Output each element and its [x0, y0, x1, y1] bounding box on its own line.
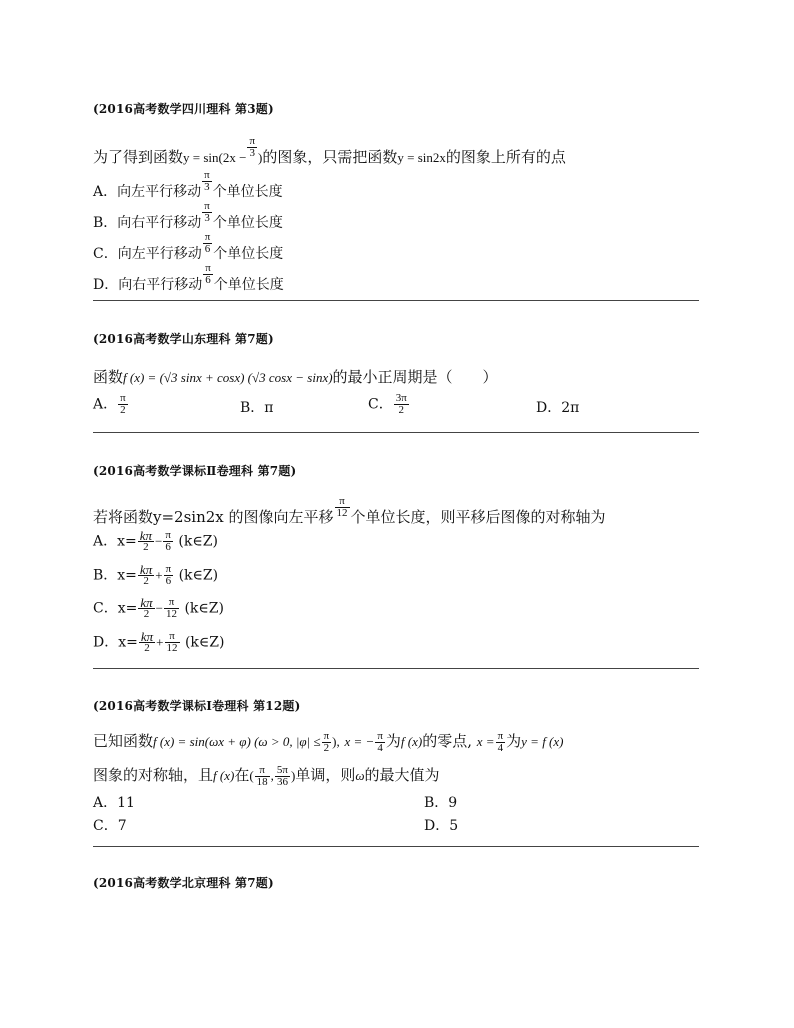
- divider-2: [93, 432, 699, 433]
- q4-frac-pi2: $\frac{\pi}{2}$: [323, 729, 330, 754]
- q1-option-c: C．向左平行移动 $\frac{\pi}{6}$ 个单位长度: [93, 231, 284, 262]
- q3-option-b-frac1: $\frac{k\pi}{2}$: [139, 562, 153, 587]
- q3-option-c: C．x= $\frac{k\pi}{2}$ − $\frac{\pi}{12}$ (k∈Z): [93, 595, 224, 620]
- q4-source: (2016高考数学课标Ⅰ卷理科 第12题): [93, 699, 301, 713]
- divider-3: [93, 668, 699, 669]
- q1-math1: y = sin(2x −: [183, 150, 247, 165]
- q3-option-a-frac1: $\frac{k\pi}{2}$: [139, 528, 153, 553]
- q1-math1-frac: $\frac{\pi}{3}$: [249, 135, 255, 159]
- q1-option-a: A．向左平行移动 $\frac{\pi}{3}$ 个单位长度: [93, 169, 283, 200]
- q1-math2: y = sin2x: [397, 150, 446, 165]
- q2-option-c: C． $\frac{3\pi}{2}$: [368, 392, 407, 416]
- q1-option-a-frac: $\frac{\pi}{3}$: [204, 169, 210, 193]
- q1-stem-part3: 的图象上所有的点: [445, 148, 566, 166]
- q3-option-c-frac1: $\frac{k\pi}{2}$: [140, 595, 153, 620]
- q4-option-a: A．11: [93, 795, 135, 811]
- q5-source: (2016高考数学北京理科 第7题): [93, 876, 274, 890]
- q1-option-b: B．向右平行移动 $\frac{\pi}{3}$ 个单位长度: [93, 200, 283, 231]
- q1-stem: [93, 136, 566, 167]
- divider-4: [93, 846, 699, 847]
- q1-stem-part2: 的图象，只需把函数: [262, 148, 398, 166]
- q1-option-c-frac: $\frac{\pi}{6}$: [204, 231, 211, 255]
- q2-option-d: D．2π: [536, 400, 580, 416]
- q1-option-d: D．向右平行移动 $\frac{\pi}{6}$ 个单位长度: [93, 262, 284, 293]
- q4-stem-line1: 已知函数f (x) = sin(ωx + φ) (ω > 0, |φ| ≤ $\frac{\pi}{2}$ ), x = − $\frac{\pi}{4}$ 为f (x)的零点, x = $\frac{\pi}{4}$ 为y = f (x): [93, 729, 564, 754]
- q2-option-c-frac: $\frac{3\pi}{2}$: [395, 392, 407, 416]
- q3-option-a-frac2: $\frac{\pi}{6}$: [165, 529, 171, 553]
- q4-frac-pi4-b: $\frac{\pi}{4}$: [497, 729, 504, 754]
- q3-option-a: A．x= $\frac{k\pi}{2}$ − $\frac{\pi}{6}$ (k∈Z): [93, 528, 218, 553]
- q4-frac-pi4-a: $\frac{\pi}{4}$: [377, 729, 383, 754]
- q3-stem: 若将函数y=2sin2x 的图像向左平移 $\frac{\pi}{12}$ 个单位长度，则平移后图像的对称轴为: [93, 495, 606, 526]
- q2-stem: 函数f (x) = (√3 sinx + cosx) (√3 cosx − sinx)的最小正周期是（ ）: [93, 368, 498, 386]
- q2-source: (2016高考数学山东理科 第7题): [93, 332, 274, 346]
- q2-option-a: A． $\frac{\pi}{2}$: [93, 392, 126, 416]
- q1-source: (2016高考数学四川理科 第3题): [93, 102, 274, 116]
- q1-math1-close: ): [258, 150, 263, 165]
- q4-option-d: D．5: [424, 818, 459, 834]
- q4-frac-pi18: $\frac{\pi}{18}$: [256, 763, 268, 788]
- q2-option-b: B．π: [240, 400, 274, 416]
- q3-option-b: B．x= $\frac{k\pi}{2}$ + $\frac{\pi}{6}$ (k∈Z): [93, 562, 219, 587]
- q4-frac-5pi36: $\frac{5\pi}{36}$: [276, 763, 288, 788]
- q3-option-d-frac1: $\frac{k\pi}{2}$: [140, 629, 154, 654]
- q1-stem-part1: 为了得到函数: [93, 148, 184, 166]
- q3-stem-frac: $\frac{\pi}{12}$: [336, 495, 348, 519]
- divider-1: [93, 300, 699, 301]
- q3-option-d-frac2: $\frac{\pi}{12}$: [166, 630, 178, 654]
- q3-option-d: D．x= $\frac{k\pi}{2}$ + $\frac{\pi}{12}$ (k∈Z): [93, 629, 225, 654]
- q4-math-f: f (x) = sin(ωx + φ) (ω > 0, |φ| ≤: [153, 734, 321, 749]
- q4-option-c: C．7: [93, 818, 127, 834]
- q3-option-c-frac2: $\frac{\pi}{12}$: [165, 596, 177, 620]
- q3-option-b-frac2: $\frac{\pi}{6}$: [165, 563, 172, 587]
- q2-math: f (x) = (√3 sinx + cosx) (√3 cosx − sinx): [123, 370, 333, 385]
- q3-source: (2016高考数学课标Ⅱ卷理科 第7题): [93, 464, 297, 478]
- q2-option-a-frac: $\frac{\pi}{2}$: [120, 392, 126, 416]
- q4-stem-line2: 图象的对称轴，且f (x)在( $\frac{\pi}{18}$ , $\frac{5\pi}{36}$ )单调，则ω的最大值为: [93, 763, 440, 788]
- q4-option-b: B．9: [424, 795, 458, 811]
- q1-option-b-frac: $\frac{\pi}{3}$: [204, 200, 210, 224]
- q1-option-d-frac: $\frac{\pi}{6}$: [205, 262, 211, 286]
